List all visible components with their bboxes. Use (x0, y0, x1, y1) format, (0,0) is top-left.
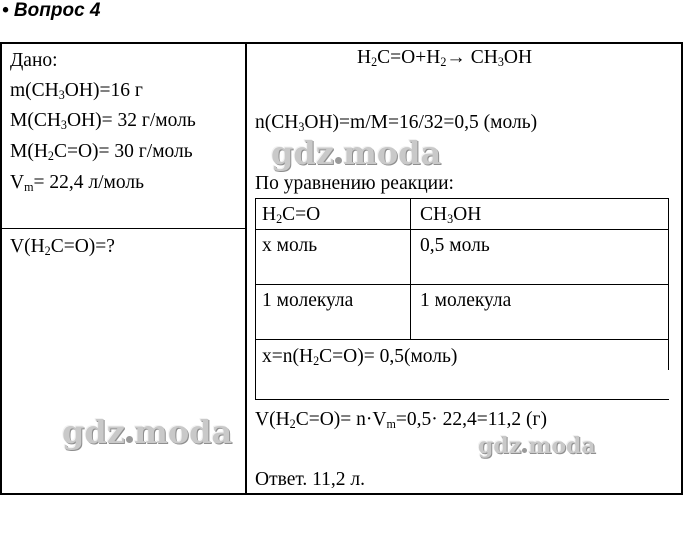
given-line-molar-mass-formaldehyde: $M(H_2C=O)= 30$ г/моль (10, 141, 193, 164)
table-row-1 (255, 229, 669, 230)
table-left (255, 198, 256, 400)
table-cell-half-mol: 0,5 моль (420, 235, 490, 256)
table-mid (410, 198, 411, 340)
table-cell-x-mol: x моль (262, 235, 318, 256)
watermark-dot (335, 157, 342, 164)
table-cell-molecule-right: 1 молекула (420, 290, 512, 311)
given-line-molar-volume: $V_m= 22,4$ л/моль (10, 172, 144, 195)
watermark-dot (522, 448, 527, 453)
table-bottom (255, 399, 669, 400)
watermark-dot (126, 436, 133, 443)
question-title: • Вопрос 4 (2, 0, 101, 21)
watermark-left: gdz moda (62, 413, 233, 451)
frame-bottom (0, 493, 683, 495)
moles-calculation: $n(CH_3OH)=m/M=16/32=0,5$ (моль) (255, 112, 538, 135)
watermark-bottom-right: gdz moda (478, 433, 596, 459)
column-divider (245, 42, 247, 495)
given-header: Дано: (10, 50, 58, 71)
watermark-top: gdz moda (271, 134, 442, 172)
frame-top (0, 42, 683, 44)
answer-line: Ответ. 11,2 л. (255, 469, 366, 490)
table-cell-molecule-left: 1 молекула (262, 290, 354, 311)
table-top (255, 198, 669, 199)
given-divider (0, 228, 247, 229)
table-row-3 (255, 339, 669, 340)
frame-left (0, 42, 2, 495)
volume-calculation: $V(H_2C=O)= n\cdot V_m=0,5\cdot 22,4=11,2$ (г) (255, 409, 548, 432)
given-line-mass: $m(CH_3OH)=16$ г (10, 80, 143, 103)
table-header-formaldehyde: $H_2C=O$ (262, 204, 321, 227)
find-line: $V(H_2C=O)=$? (10, 236, 115, 259)
by-equation-label: По уравнению реакции: (255, 173, 454, 194)
given-line-molar-mass-methanol: $M(CH_3OH)= 32$ г/моль (10, 110, 196, 133)
reaction-equation: $H_2C=O+H_2\to CH_3OH$ (357, 47, 533, 70)
table-right (668, 198, 669, 370)
table-result-row: $x=n(H_2C=O)=$ 0,5(моль) (262, 346, 458, 369)
table-row-2 (255, 284, 669, 285)
table-header-methanol: $CH_3OH$ (420, 204, 482, 227)
